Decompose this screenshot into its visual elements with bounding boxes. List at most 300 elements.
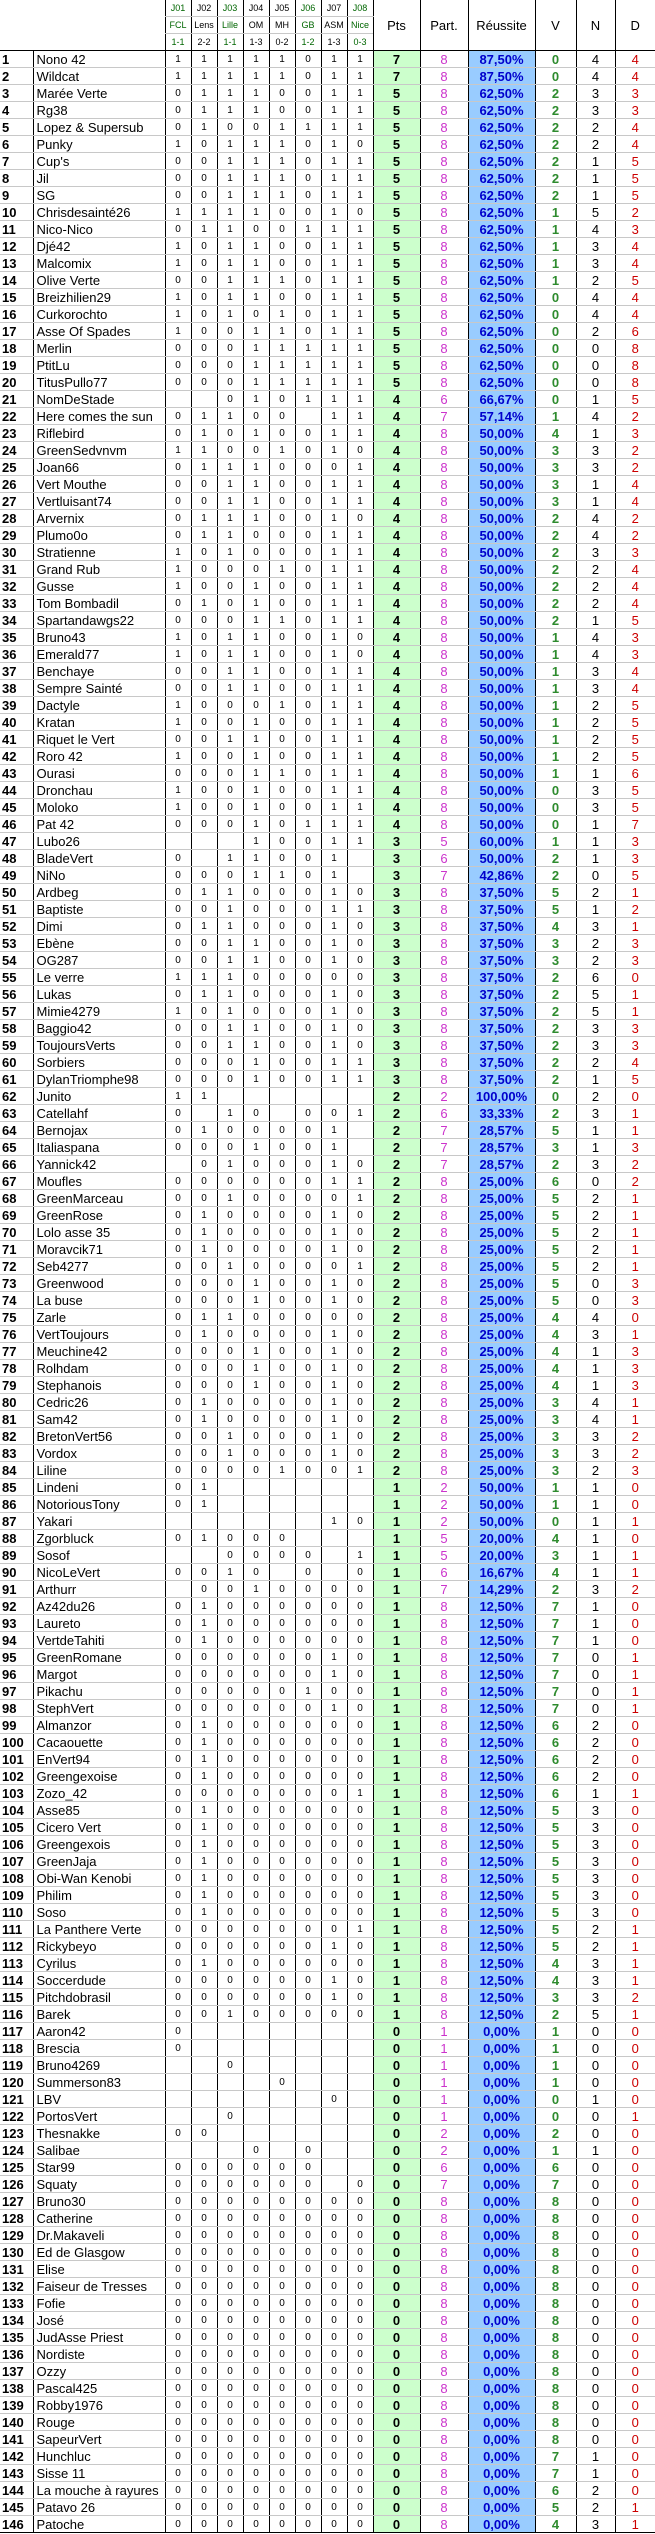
player-name: NomDeStade xyxy=(33,391,165,408)
player-name: Pascal425 xyxy=(33,2380,165,2397)
pick-cell: 0 xyxy=(165,2397,191,2414)
pick-cell: 0 xyxy=(295,867,321,884)
v-cell: 2 xyxy=(535,85,576,102)
pick-cell xyxy=(321,1547,347,1564)
pick-cell: 0 xyxy=(295,901,321,918)
pick-cell: 0 xyxy=(217,2312,243,2329)
pick-cell: 0 xyxy=(243,1666,269,1683)
pick-cell: 1 xyxy=(217,935,243,952)
reussite-cell: 0,00% xyxy=(468,2023,535,2040)
player-name: Here comes the sun xyxy=(33,408,165,425)
pick-cell: 1 xyxy=(269,442,295,459)
pick-cell: 1 xyxy=(347,1258,373,1275)
pick-cell: 0 xyxy=(269,646,295,663)
pick-cell: 0 xyxy=(191,493,217,510)
pick-cell: 1 xyxy=(321,1343,347,1360)
points-cell: 1 xyxy=(373,1683,420,1700)
table-row xyxy=(0,629,655,646)
pick-cell: 0 xyxy=(295,1972,321,1989)
pick-cell: 1 xyxy=(217,1309,243,1326)
player-name: Baggio42 xyxy=(33,1020,165,1037)
participations-cell: 6 xyxy=(420,1105,468,1122)
pick-cell: 1 xyxy=(321,561,347,578)
d-cell: 1 xyxy=(615,1258,655,1275)
pick-cell: 0 xyxy=(347,1819,373,1836)
d-cell: 5 xyxy=(615,153,655,170)
pick-cell: 0 xyxy=(165,2448,191,2465)
table-row xyxy=(0,1547,655,1564)
points-cell: 2 xyxy=(373,1326,420,1343)
points-cell: 0 xyxy=(373,2142,420,2159)
pick-cell: 0 xyxy=(191,2193,217,2210)
pick-cell: 0 xyxy=(321,1921,347,1938)
reussite-cell: 0,00% xyxy=(468,2312,535,2329)
reussite-cell: 12,50% xyxy=(468,1921,535,1938)
pick-cell: 1 xyxy=(165,51,191,68)
pick-cell: 0 xyxy=(165,272,191,289)
pick-cell: 1 xyxy=(165,136,191,153)
pick-cell: 0 xyxy=(165,612,191,629)
points-cell: 1 xyxy=(373,1564,420,1581)
pick-cell: 0 xyxy=(243,1326,269,1343)
table-row xyxy=(0,1717,655,1734)
reussite-cell: 12,50% xyxy=(468,1785,535,1802)
pick-cell xyxy=(165,2142,191,2159)
pick-cell: 0 xyxy=(191,2176,217,2193)
pick-cell: 0 xyxy=(217,2380,243,2397)
pick-cell: 0 xyxy=(243,221,269,238)
pick-cell: 0 xyxy=(347,2431,373,2448)
reussite-cell: 25,00% xyxy=(468,1462,535,1479)
points-cell: 1 xyxy=(373,1734,420,1751)
d-cell: 2 xyxy=(615,204,655,221)
pick-cell xyxy=(321,1564,347,1581)
points-cell: 0 xyxy=(373,2312,420,2329)
points-cell: 5 xyxy=(373,272,420,289)
pick-cell: 0 xyxy=(191,2346,217,2363)
n-cell: 3 xyxy=(576,1581,615,1598)
pick-cell: 0 xyxy=(321,969,347,986)
table-row xyxy=(0,238,655,255)
points-cell: 5 xyxy=(373,102,420,119)
table-row xyxy=(0,714,655,731)
d-cell: 2 xyxy=(615,1445,655,1462)
d-cell: 0 xyxy=(615,1309,655,1326)
pick-cell: 0 xyxy=(347,1241,373,1258)
pick-cell: 0 xyxy=(321,2448,347,2465)
pick-cell: 1 xyxy=(243,255,269,272)
rank-cell: 138 xyxy=(0,2380,33,2397)
player-name: VertToujours xyxy=(33,1326,165,1343)
pick-cell: 0 xyxy=(243,1241,269,1258)
reussite-cell: 12,50% xyxy=(468,1836,535,1853)
participations-cell: 8 xyxy=(420,2499,468,2516)
pick-cell: 0 xyxy=(191,901,217,918)
pick-cell: 0 xyxy=(217,1700,243,1717)
player-name: Lolo asse 35 xyxy=(33,1224,165,1241)
participations-cell: 8 xyxy=(420,1343,468,1360)
reussite-cell: 12,50% xyxy=(468,1700,535,1717)
d-cell: 5 xyxy=(615,612,655,629)
pick-cell: 1 xyxy=(347,408,373,425)
table-row xyxy=(0,442,655,459)
pick-cell: 0 xyxy=(295,2210,321,2227)
table-row xyxy=(0,2057,655,2074)
v-cell: 7 xyxy=(535,2448,576,2465)
reussite-cell: 0,00% xyxy=(468,2482,535,2499)
points-cell: 5 xyxy=(373,374,420,391)
pick-cell: 0 xyxy=(269,1666,295,1683)
participations-cell: 8 xyxy=(420,476,468,493)
participations-cell: 8 xyxy=(420,1802,468,1819)
v-cell: 4 xyxy=(535,1326,576,1343)
points-cell: 3 xyxy=(373,867,420,884)
pick-cell: 1 xyxy=(269,119,295,136)
pick-cell: 0 xyxy=(269,2006,295,2023)
pick-cell: 1 xyxy=(243,1581,269,1598)
reussite-cell: 62,50% xyxy=(468,136,535,153)
points-cell: 1 xyxy=(373,1887,420,1904)
pick-cell: 1 xyxy=(321,595,347,612)
pick-cell: 0 xyxy=(295,1581,321,1598)
points-cell: 0 xyxy=(373,2159,420,2176)
d-cell: 3 xyxy=(615,850,655,867)
d-cell: 3 xyxy=(615,85,655,102)
pick-cell: 1 xyxy=(243,238,269,255)
pick-cell: 1 xyxy=(321,323,347,340)
points-cell: 0 xyxy=(373,2227,420,2244)
journee-team: MH xyxy=(269,17,295,34)
pick-cell xyxy=(321,2057,347,2074)
d-cell: 5 xyxy=(615,1071,655,1088)
table-row xyxy=(0,2278,655,2295)
reussite-cell: 28,57% xyxy=(468,1122,535,1139)
pick-cell xyxy=(217,1088,243,1105)
points-cell: 0 xyxy=(373,2363,420,2380)
n-cell: 2 xyxy=(576,1207,615,1224)
v-cell: 1 xyxy=(535,255,576,272)
n-cell: 0 xyxy=(576,2278,615,2295)
pick-cell: 0 xyxy=(269,1037,295,1054)
pick-cell: 1 xyxy=(243,595,269,612)
pick-cell: 0 xyxy=(269,544,295,561)
rank-cell: 103 xyxy=(0,1785,33,1802)
d-cell: 0 xyxy=(615,2261,655,2278)
pick-cell: 0 xyxy=(217,2176,243,2193)
rank-cell: 30 xyxy=(0,544,33,561)
pick-cell: 0 xyxy=(217,612,243,629)
v-cell: 1 xyxy=(535,765,576,782)
pick-cell: 0 xyxy=(347,1156,373,1173)
pick-cell: 0 xyxy=(165,1904,191,1921)
n-cell: 4 xyxy=(576,289,615,306)
v-cell: 2 xyxy=(535,867,576,884)
reussite-cell: 50,00% xyxy=(468,697,535,714)
v-cell: 6 xyxy=(535,1785,576,1802)
pick-cell: 0 xyxy=(243,1870,269,1887)
d-cell: 0 xyxy=(615,2312,655,2329)
pick-cell: 0 xyxy=(217,1802,243,1819)
player-name: Rolhdam xyxy=(33,1360,165,1377)
player-name: SapeurVert xyxy=(33,2431,165,2448)
n-cell: 3 xyxy=(576,1326,615,1343)
header-pts: Pts xyxy=(373,0,420,51)
n-cell: 2 xyxy=(576,1768,615,1785)
pick-cell: 0 xyxy=(243,1972,269,1989)
pick-cell: 0 xyxy=(191,1649,217,1666)
pick-cell: 0 xyxy=(191,816,217,833)
pick-cell xyxy=(217,2023,243,2040)
n-cell: 2 xyxy=(576,1258,615,1275)
table-row xyxy=(0,2006,655,2023)
pick-cell: 0 xyxy=(217,1615,243,1632)
pick-cell: 0 xyxy=(269,1921,295,1938)
pick-cell: 0 xyxy=(269,1241,295,1258)
pick-cell: 0 xyxy=(269,1190,295,1207)
pick-cell xyxy=(243,2091,269,2108)
points-cell: 4 xyxy=(373,816,420,833)
table-row xyxy=(0,255,655,272)
pick-cell: 1 xyxy=(217,1020,243,1037)
participations-cell: 8 xyxy=(420,102,468,119)
v-cell: 8 xyxy=(535,2261,576,2278)
pick-cell: 0 xyxy=(217,1598,243,1615)
pick-cell: 1 xyxy=(191,459,217,476)
rank-cell: 109 xyxy=(0,1887,33,1904)
pick-cell: 0 xyxy=(269,1309,295,1326)
reussite-cell: 50,00% xyxy=(468,731,535,748)
points-cell: 1 xyxy=(373,1819,420,1836)
pick-cell xyxy=(295,1088,321,1105)
pick-cell: 0 xyxy=(295,646,321,663)
pick-cell: 1 xyxy=(165,306,191,323)
d-cell: 0 xyxy=(615,1615,655,1632)
pick-cell: 1 xyxy=(243,935,269,952)
pick-cell: 0 xyxy=(295,2244,321,2261)
player-name: Zarle xyxy=(33,1309,165,1326)
pick-cell: 0 xyxy=(191,782,217,799)
points-cell: 1 xyxy=(373,1717,420,1734)
v-cell: 8 xyxy=(535,2431,576,2448)
pick-cell: 1 xyxy=(347,102,373,119)
pick-cell: 0 xyxy=(295,1309,321,1326)
d-cell: 2 xyxy=(615,1156,655,1173)
pick-cell: 1 xyxy=(321,1003,347,1020)
rank-cell: 40 xyxy=(0,714,33,731)
n-cell: 0 xyxy=(576,867,615,884)
pick-cell: 0 xyxy=(191,1190,217,1207)
rank-cell: 2 xyxy=(0,68,33,85)
rank-cell: 115 xyxy=(0,1989,33,2006)
pick-cell: 0 xyxy=(217,1751,243,1768)
reussite-cell: 50,00% xyxy=(468,799,535,816)
pick-cell: 1 xyxy=(217,136,243,153)
pick-cell xyxy=(295,408,321,425)
pick-cell: 0 xyxy=(165,1615,191,1632)
pick-cell: 1 xyxy=(243,272,269,289)
points-cell: 4 xyxy=(373,782,420,799)
points-cell: 0 xyxy=(373,2108,420,2125)
pick-cell: 0 xyxy=(217,2414,243,2431)
v-cell: 5 xyxy=(535,1921,576,1938)
table-row xyxy=(0,272,655,289)
rank-cell: 22 xyxy=(0,408,33,425)
points-cell: 1 xyxy=(373,2006,420,2023)
rank-cell: 144 xyxy=(0,2482,33,2499)
participations-cell: 7 xyxy=(420,1139,468,1156)
pick-cell: 0 xyxy=(243,1989,269,2006)
d-cell: 3 xyxy=(615,952,655,969)
d-cell: 5 xyxy=(615,391,655,408)
participations-cell: 8 xyxy=(420,459,468,476)
d-cell: 2 xyxy=(615,527,655,544)
pick-cell xyxy=(243,2040,269,2057)
rank-cell: 116 xyxy=(0,2006,33,2023)
pick-cell: 0 xyxy=(347,1683,373,1700)
journee-score: 1-2 xyxy=(295,34,321,51)
pick-cell: 0 xyxy=(321,2499,347,2516)
rank-cell: 76 xyxy=(0,1326,33,1343)
player-name: Soccerdude xyxy=(33,1972,165,1989)
table-row xyxy=(0,612,655,629)
d-cell: 0 xyxy=(615,2295,655,2312)
player-name: Rouge xyxy=(33,2414,165,2431)
pick-cell: 1 xyxy=(347,901,373,918)
pick-cell: 0 xyxy=(269,2295,295,2312)
pick-cell: 0 xyxy=(321,1887,347,1904)
v-cell: 4 xyxy=(535,2516,576,2533)
reussite-cell: 20,00% xyxy=(468,1530,535,1547)
pick-cell: 0 xyxy=(269,799,295,816)
player-name: Malcomix xyxy=(33,255,165,272)
pick-cell: 0 xyxy=(191,1360,217,1377)
pick-cell: 0 xyxy=(165,2244,191,2261)
reussite-cell: 62,50% xyxy=(468,153,535,170)
points-cell: 1 xyxy=(373,1649,420,1666)
n-cell: 0 xyxy=(576,2057,615,2074)
participations-cell: 1 xyxy=(420,2023,468,2040)
player-name: Marée Verte xyxy=(33,85,165,102)
pick-cell: 0 xyxy=(243,2176,269,2193)
participations-cell: 8 xyxy=(420,748,468,765)
pick-cell: 1 xyxy=(347,527,373,544)
rank-cell: 143 xyxy=(0,2465,33,2482)
d-cell: 3 xyxy=(615,1343,655,1360)
reussite-cell: 50,00% xyxy=(468,663,535,680)
pick-cell: 0 xyxy=(243,1394,269,1411)
pick-cell: 1 xyxy=(321,238,347,255)
participations-cell: 8 xyxy=(420,714,468,731)
pick-cell: 1 xyxy=(269,51,295,68)
pick-cell: 0 xyxy=(269,1275,295,1292)
pick-cell: 0 xyxy=(321,2295,347,2312)
pick-cell: 1 xyxy=(321,1156,347,1173)
participations-cell: 2 xyxy=(420,2125,468,2142)
table-row xyxy=(0,1870,655,1887)
d-cell: 5 xyxy=(615,714,655,731)
pick-cell: 0 xyxy=(269,1734,295,1751)
pick-cell: 0 xyxy=(269,425,295,442)
player-name: Catherine xyxy=(33,2210,165,2227)
pick-cell: 0 xyxy=(217,1989,243,2006)
reussite-cell: 62,50% xyxy=(468,374,535,391)
v-cell: 3 xyxy=(535,1428,576,1445)
pick-cell: 0 xyxy=(269,2482,295,2499)
pick-cell: 0 xyxy=(243,1190,269,1207)
pick-cell: 1 xyxy=(243,170,269,187)
pick-cell: 0 xyxy=(347,2244,373,2261)
reussite-cell: 0,00% xyxy=(468,2346,535,2363)
player-name: Almanzor xyxy=(33,1717,165,1734)
n-cell: 1 xyxy=(576,1615,615,1632)
pick-cell: 1 xyxy=(243,578,269,595)
pick-cell: 0 xyxy=(295,1751,321,1768)
table-row xyxy=(0,1598,655,1615)
rank-cell: 89 xyxy=(0,1547,33,1564)
pick-cell: 0 xyxy=(347,1598,373,1615)
pick-cell: 0 xyxy=(269,2499,295,2516)
reussite-cell: 50,00% xyxy=(468,578,535,595)
pick-cell: 1 xyxy=(347,459,373,476)
participations-cell: 8 xyxy=(420,2448,468,2465)
pick-cell: 0 xyxy=(243,2227,269,2244)
pick-cell: 1 xyxy=(191,1751,217,1768)
d-cell: 6 xyxy=(615,323,655,340)
table-row xyxy=(0,357,655,374)
rank-cell: 48 xyxy=(0,850,33,867)
rank-cell: 36 xyxy=(0,646,33,663)
participations-cell: 8 xyxy=(420,663,468,680)
participations-cell: 8 xyxy=(420,1037,468,1054)
d-cell: 5 xyxy=(615,272,655,289)
pick-cell: 0 xyxy=(269,1411,295,1428)
journee-label: J08 xyxy=(347,0,373,17)
pick-cell: 1 xyxy=(347,1547,373,1564)
player-name: Patavo 26 xyxy=(33,2499,165,2516)
pick-cell: 0 xyxy=(295,2431,321,2448)
pick-cell: 0 xyxy=(243,1819,269,1836)
points-cell: 1 xyxy=(373,1598,420,1615)
pick-cell: 1 xyxy=(269,867,295,884)
reussite-cell: 62,50% xyxy=(468,289,535,306)
pick-cell: 0 xyxy=(269,1394,295,1411)
pick-cell: 1 xyxy=(347,782,373,799)
participations-cell: 8 xyxy=(420,306,468,323)
pick-cell: 0 xyxy=(321,1598,347,1615)
points-cell: 4 xyxy=(373,459,420,476)
rank-cell: 125 xyxy=(0,2159,33,2176)
pick-cell: 1 xyxy=(269,170,295,187)
reussite-cell: 0,00% xyxy=(468,2380,535,2397)
pick-cell: 0 xyxy=(165,1785,191,1802)
pick-cell: 0 xyxy=(243,1547,269,1564)
pick-cell: 0 xyxy=(165,595,191,612)
n-cell: 1 xyxy=(576,1564,615,1581)
pick-cell: 0 xyxy=(269,1547,295,1564)
v-cell: 7 xyxy=(535,1632,576,1649)
d-cell: 4 xyxy=(615,119,655,136)
d-cell: 0 xyxy=(615,2193,655,2210)
pick-cell: 0 xyxy=(295,1802,321,1819)
pick-cell: 1 xyxy=(243,374,269,391)
table-row xyxy=(0,2312,655,2329)
rank-cell: 33 xyxy=(0,595,33,612)
rank-cell: 95 xyxy=(0,1649,33,1666)
participations-cell: 8 xyxy=(420,510,468,527)
pick-cell: 0 xyxy=(295,2397,321,2414)
pick-cell: 1 xyxy=(347,731,373,748)
points-cell: 3 xyxy=(373,935,420,952)
